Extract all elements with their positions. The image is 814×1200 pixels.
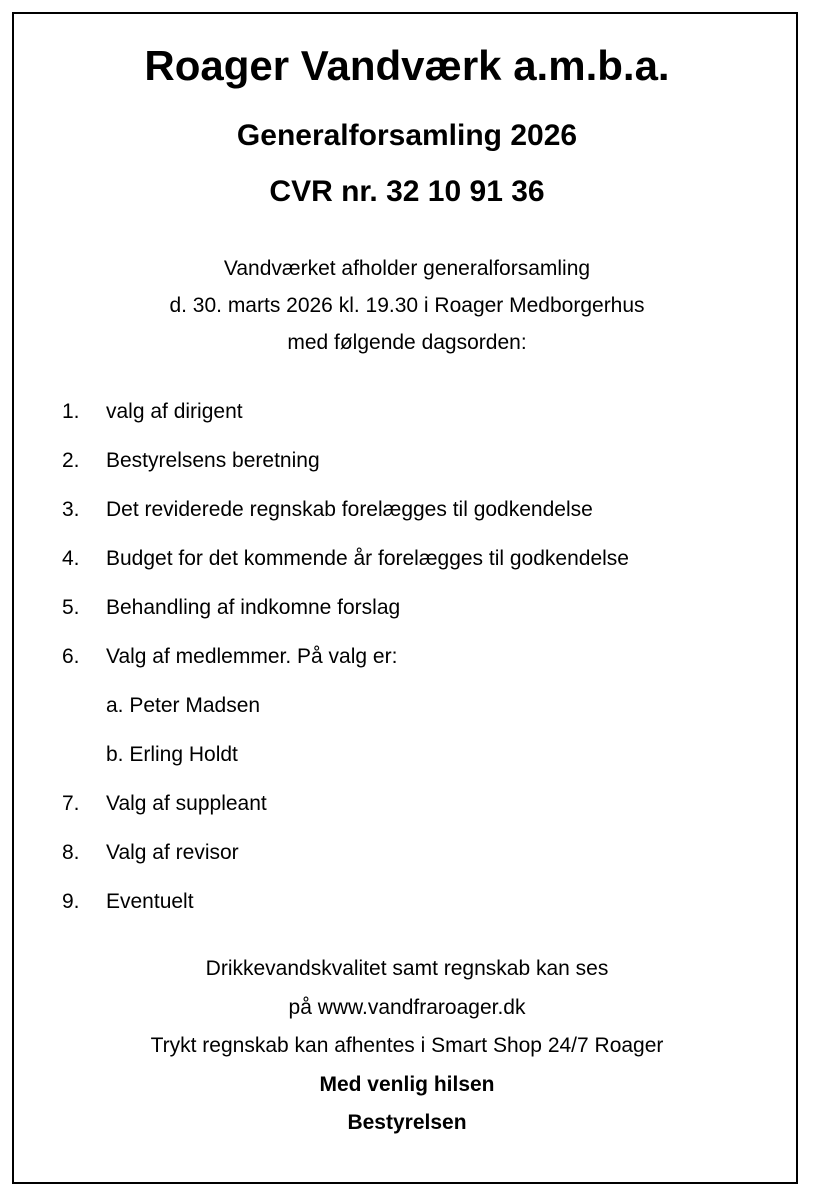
agenda-item-number: 6.	[62, 645, 80, 668]
agenda-item-text: Eventuelt	[106, 890, 194, 913]
agenda-item-number: 4.	[62, 547, 80, 570]
website-line: på www.vandfraroager.dk	[288, 995, 526, 1019]
agenda-item	[0, 588, 814, 637]
intro-line: d. 30. marts 2026 kl. 19.30 i Roager Medborgerhus	[169, 294, 645, 317]
agenda-item-text: Budget for det kommende år forelægges til godkendelse	[106, 547, 629, 570]
agenda-item-number: 9.	[62, 890, 80, 913]
footer-text	[0, 950, 814, 1143]
agenda-item-text: valg af dirigent	[106, 400, 243, 423]
agenda-subitem	[0, 735, 814, 784]
agenda-item-number: 7.	[62, 792, 80, 815]
agenda-item-text: Det reviderede regnskab forelægges til godkendelse	[106, 498, 593, 521]
agenda-item-text: Behandling af indkomne forslag	[106, 596, 401, 619]
agenda-item-number: 1.	[62, 400, 80, 423]
agenda-item	[0, 539, 814, 588]
agenda-subitem-text: b. Erling Holdt	[106, 743, 238, 766]
intro-text	[0, 250, 814, 361]
agenda-item-number: 2.	[62, 449, 80, 472]
footer-line: Drikkevandskvalitet samt regnskab kan ses	[205, 957, 609, 980]
closing-greeting: Med venlig hilsen	[319, 1072, 495, 1096]
intro-line: med følgende dagsorden:	[287, 331, 527, 354]
agenda-list	[0, 392, 814, 931]
agenda-item-text: Valg af suppleant	[106, 792, 267, 815]
agenda-item-text: Bestyrelsens beretning	[106, 449, 320, 472]
intro-line: Vandværket afholder generalforsamling	[223, 257, 591, 280]
signature: Bestyrelsen	[347, 1111, 467, 1134]
agenda-item-number: 5.	[62, 596, 80, 619]
agenda-item	[0, 637, 814, 686]
agenda-item	[0, 441, 814, 490]
agenda-item-text: Valg af revisor	[106, 841, 239, 864]
page-title: Roager Vandværk a.m.b.a.	[144, 42, 670, 89]
agenda-item	[0, 882, 814, 931]
agenda-item	[0, 833, 814, 882]
agenda-item-number: 8.	[62, 841, 80, 864]
cvr-number: CVR nr. 32 10 91 36	[269, 175, 545, 208]
agenda-item	[0, 784, 814, 833]
agenda-subitem	[0, 686, 814, 735]
agenda-subitem-text: a. Peter Madsen	[106, 694, 261, 717]
meeting-subtitle: Generalforsamling 2026	[236, 119, 578, 152]
agenda-item	[0, 490, 814, 539]
agenda-item-number: 3.	[62, 498, 80, 521]
footer-line: Trykt regnskab kan afhentes i Smart Shop 24/7 Roager	[150, 1034, 664, 1057]
agenda-item	[0, 392, 814, 441]
agenda-item-text: Valg af medlemmer. På valg er:	[106, 645, 398, 668]
